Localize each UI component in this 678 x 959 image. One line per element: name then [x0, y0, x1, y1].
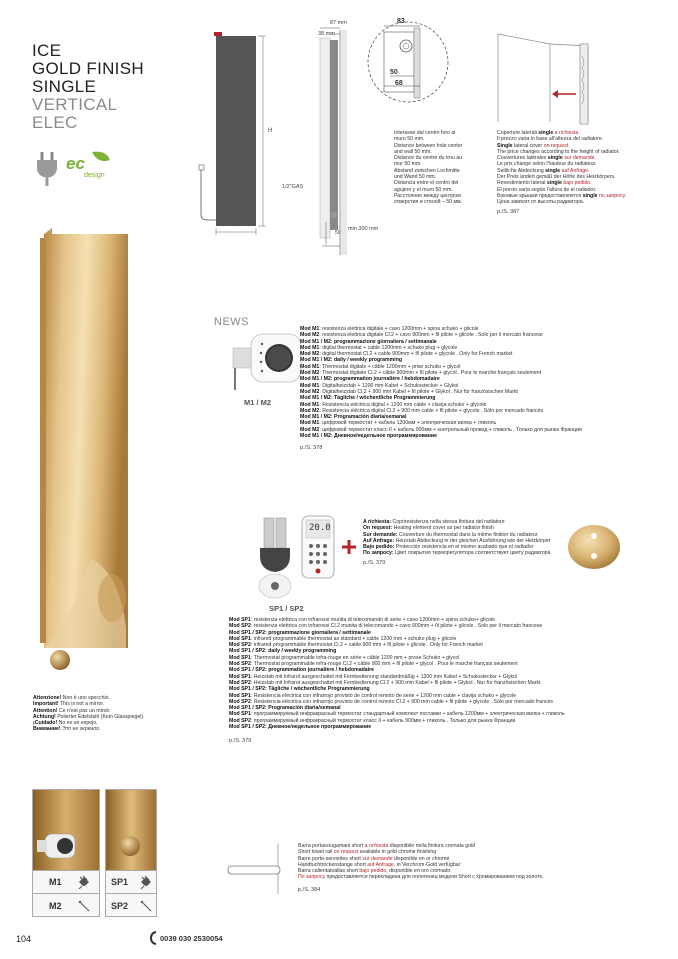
- spec-line: Mod SP1 / SP2: Дневное/недельное программирование: [229, 724, 372, 731]
- dim-h: H: [268, 128, 273, 134]
- spec-line: Mod M1: digital thermostat + cable 1200mm + schuko plug + glycole: [300, 344, 458, 351]
- title-line-3: SINGLE: [32, 77, 97, 96]
- page-number: 104: [16, 934, 32, 944]
- phone-number: 0039 030 2530054: [160, 934, 223, 943]
- plug-icon: [34, 148, 62, 188]
- side-cover-drawing: [492, 28, 612, 128]
- eco-sub: design: [84, 172, 105, 179]
- news-label: NEWS: [214, 316, 249, 328]
- distance-notes: [394, 130, 466, 206]
- warning-line: Attenzione! Non è uno specchio.: [33, 695, 110, 701]
- thumb-sp2-label: SP2: [111, 901, 129, 911]
- spec-line: Mod M1 / M2: Tägliche / wöchentliche Programmierung: [300, 395, 436, 402]
- m-specs: [300, 326, 630, 451]
- thumb-sp1-label: SP1: [111, 877, 129, 887]
- note-line: Abstand zwischen Lochmitte und Wand 50 mm.: [394, 167, 460, 181]
- spec-line: Mod SP2: infrared programmable thermostat Cl.2 + cable 900 mm + fil pilote + glicole . Only for French market: [229, 642, 483, 649]
- note-line: Distance between hole center and wall 50 mm.: [394, 142, 463, 155]
- spec-line: Mod SP1: Heizstab mit Infrarot ausgeschattet mit Fernbedienung standardmäßig + 1200 mm Kabel + Schukostecker + Glykol: [229, 673, 518, 680]
- plus-icon: [342, 540, 356, 554]
- detail-circle-drawing: [360, 18, 460, 108]
- thumb-sp-image: [106, 790, 156, 870]
- spec-line: Mod SP1 / SP2: Programación diaria/semanal: [229, 705, 341, 712]
- dim-83: 83: [397, 18, 405, 25]
- dim-87: 87 mm: [330, 20, 347, 26]
- sp-ref: p./S. 379: [229, 738, 252, 745]
- dim-gas: 1/2"GAS: [282, 184, 304, 190]
- dim-68: 68: [395, 80, 403, 87]
- spec-line: Mod M2: Resistencia eléctrica digital Cl.2 + 900 mm cable + fil pilote + glycole . Sólo por mercado francés: [300, 407, 544, 414]
- towel-rail-drawing: [224, 844, 288, 894]
- dim-l: L: [237, 222, 241, 228]
- dim-min300: min 300 mm: [348, 226, 379, 232]
- spec-line: Mod M1 / M2: daily / weekly programming: [300, 357, 403, 364]
- spec-line: Mod SP1 / SP2: programmazione giornaliera / settimanale: [229, 629, 371, 636]
- title-line-5: ELEC: [32, 113, 78, 132]
- spec-line: Mod M1 / M2: programmazione giornaliera / settimanale: [300, 338, 437, 345]
- cable-icon: [77, 899, 91, 913]
- dim-38: 38 mm: [318, 31, 335, 37]
- spec-line: Mod SP1: infrared programmable thermostat as standard + cable 1200 mm + schuko plug + glicole: [229, 635, 457, 642]
- spec-line: Mod SP1 / SP2: programmation journalière / hebdomadaire: [229, 667, 375, 674]
- cover-request-text: A richiesta: Copriresistenza nella stessa finitura del radiatore On request: Heating element cover as per radiator finish Sur demande: Couverture du thermostat dans la même finition du radiateur Auf Anfrage: Heizstab Abdeckung in der gleichen Ausführung wie der Heizkörper Bajo pedido: Protección resistencia en el mismo acabado que el radiador По запросу: Цвет покрытия терморегулятора соответствует цвету радиатора p./S. 379: [363, 519, 563, 566]
- title-line-4: VERTICAL: [32, 95, 118, 114]
- spec-line: Mod SP2: программируемый инфракрасный термостат класс II + кабель 900мм + гликоль . Только для рынка Франции: [229, 717, 516, 724]
- dim-50: 50: [390, 69, 398, 76]
- warning-line: Important! This is not a mirror.: [33, 701, 105, 708]
- thermostat-display: 20.0: [309, 523, 331, 533]
- dim-50b: 50: [335, 230, 341, 236]
- note-line: Расстояние между центром отверстия и стеной – 50 мм.: [394, 192, 463, 206]
- warning-block: [33, 695, 183, 733]
- spec-line: Mod M1: Resistencia eléctrica digital + 1200 mm cable + clavija schuko + glycole: [300, 401, 487, 408]
- sp-model-label: SP1 / SP2: [269, 604, 304, 613]
- spec-line: Mod SP1 / SP2: daily / weekly programming: [229, 648, 337, 655]
- side-cover-text: Coperture laterali single a richiesta. Il prezzo varia in base all'altezza del radiatore. Single lateral cover on request. The price changes according to the height of radiator. Couvertures latérales single sur demande. Le prix change selon l'hauteur du radiateur. Seitliche Abdeckung single auf Anfrage. Der Preis ändert gemäß der Höhe des Heizkörpers. Revestimiento lateral single bajo pedido. El precio varia según l'altura de el radiador. Боковые крышки предоставляются single по запросу. Цена зависит от высоты радиатора. p./S. 387: [497, 130, 637, 215]
- thumb-m: [32, 789, 100, 917]
- thumb-m1-label: M1: [49, 877, 62, 887]
- spec-line: Mod M1: resistenza elettrica digitale + cavo 1200mm + spina schuko + glicole: [300, 326, 479, 332]
- phone-icon: [150, 931, 158, 945]
- spec-line: Mod M1 / M2: programmation journalière / hebdomadaire: [300, 376, 440, 383]
- spec-line: Mod M2: Digitalheizstab Cl.2 + 900 mm Kabel + fil pilote + Glykol . Nur für französischen Markt: [300, 388, 518, 395]
- m-model-label: M1 / M2: [244, 398, 272, 407]
- spec-line: Mod SP1 / SP2: Tägliche / wöchentliche Programmierung: [229, 686, 370, 693]
- note-line: Interasse dal centro foro al muro 50 mm.: [394, 130, 456, 143]
- eco-design-logo: [66, 150, 116, 182]
- m-ref: p./S. 378: [300, 445, 323, 452]
- title-line-1: ICE: [32, 41, 62, 60]
- spec-line: Mod M1 / M2: Programación diaria/semanal: [300, 414, 407, 421]
- spec-line: Mod M2: Thermostat digitale Cl.2 + câble 900mm + fil pilote + glycol . Pour le marché français seulement: [300, 370, 542, 377]
- request-ref: p./S. 379: [363, 559, 386, 566]
- note-line: Distance du centre du trou au mur 50 mm.: [394, 155, 463, 168]
- thumb-sp: [105, 789, 157, 917]
- sp-specs: [229, 617, 629, 744]
- spec-line: Mod SP1: resistenza elettrica con infrarossi munita di telecomando di serie + cavo 1200mm + spina schuko+ glicole: [229, 617, 495, 623]
- towel-ref: p./S. 384: [298, 886, 321, 893]
- spec-line: Mod M1: Thermostat digitale + câble 1200mm + prise schuko + glycol: [300, 363, 461, 370]
- warning-line: Attention! Ce n'est pas un miroir.: [33, 707, 111, 714]
- warning-line: Achtung! Polierter Edelstahl (Kein Glasspiegel).: [33, 713, 145, 720]
- plug-icon: [139, 875, 153, 889]
- thermostat-m-image: [225, 328, 305, 393]
- towel-rail-text: Barra portasciugamani short a richiesta disponibile nella finitura cromata gold Short towel rail on request available in gold chrome finishing Barre porte-serviettes short sur demande disponible en or chromé Handtuchtrockenstange short auf Anfrage, in Verchrom-Gold verfügbar Barra calientatoallas short bajo pedido, disponible en oro cromado По запросу предоставляется перекладина для полотенец модели Short с хромированием под золото. p./S. 384: [298, 843, 628, 893]
- title-line-2: GOLD FINISH: [32, 59, 144, 78]
- product-title: [32, 42, 144, 132]
- gold-cover-image: [566, 522, 622, 572]
- radiator-image: [30, 228, 140, 678]
- warning-line: Внимание! Это не зеркало.: [33, 726, 101, 733]
- eco-word: ec: [66, 154, 85, 173]
- spec-line: Mod SP1: Resistencia eléctrica con infrarrojo provisto de control remoto de serie + 1200 mm cable + clavija schuko + glycole: [229, 692, 517, 699]
- side-view-drawing: [300, 20, 360, 260]
- spec-line: Mod M2: digital thermostat Cl.2 + cable 900mm + fil pilote + glycole . Only for French market: [300, 351, 513, 358]
- spec-line: Mod SP2: Thermostat programmable infra-rouge Cl.2 + câble 900 mm + fil pilote + glycol . Pour le marché français seulement: [229, 661, 518, 668]
- spec-line: Mod M1: цифровой термостат + кабель 1200мм + электрическая вилка + гликоль: [300, 420, 497, 427]
- spec-line: Mod SP1: Thermostat programmable infra-rouge en série + câble 1200 mm + prose Schuko + glycol: [229, 654, 460, 661]
- spec-line: Mod M1 / M2: Дневное/недельное программирование: [300, 433, 437, 440]
- thumb-m2-label: M2: [49, 901, 62, 911]
- spec-line: Mod M1: Digitalheizstab + 1200 mm Kabel + Schukostecker + Glykol: [300, 382, 459, 389]
- cover-ref: p./S. 387: [497, 208, 520, 215]
- spec-line: Mod SP1: программируемый инфракрасный термостат стандартный комплект поставки + кабель 1200мм + электрическая вилка + гликоль: [229, 711, 565, 718]
- thumb-m-image: [33, 790, 99, 870]
- cable-icon: [139, 899, 153, 913]
- spec-line: Mod M2: resistenza elettrica digitale Cl.2 + cavo 900mm + fil pilote + glicole . Solo per il mercato francese: [300, 332, 543, 339]
- plug-icon: [77, 875, 91, 889]
- spec-line: Mod SP2: Heizstab mit Infrarot ausgeschattet mit Fernbedienung Cl.2 + 900 mm Kabel + fil pilote + Glykol . Nur für französischen Markt: [229, 679, 541, 686]
- warning-line: ¡Cuidado! No es un espejo.: [33, 720, 98, 727]
- spec-line: Mod M2: цифровой термостат класс II + кабель 900мм + контрольный провод + гликоль . Только для рынка Франции: [300, 426, 582, 433]
- spec-line: Mod SP2: resistenza elettrica con infrarossi Cl.2 munita di telecomando + cavo 900mm + fil pilote + glicole . Solo per il mercato francese: [229, 623, 543, 630]
- spec-line: Mod SP2: Resistencia eléctrica con infrarrojo provisto de control remoto Cl.2 + 900 mm cable + fil pilote + glycole . Sólo por mercado francés: [229, 698, 553, 705]
- front-view-drawing: [196, 20, 296, 245]
- note-line: Distancia entre el centro del agujero y el muro 50 mm.: [394, 180, 459, 193]
